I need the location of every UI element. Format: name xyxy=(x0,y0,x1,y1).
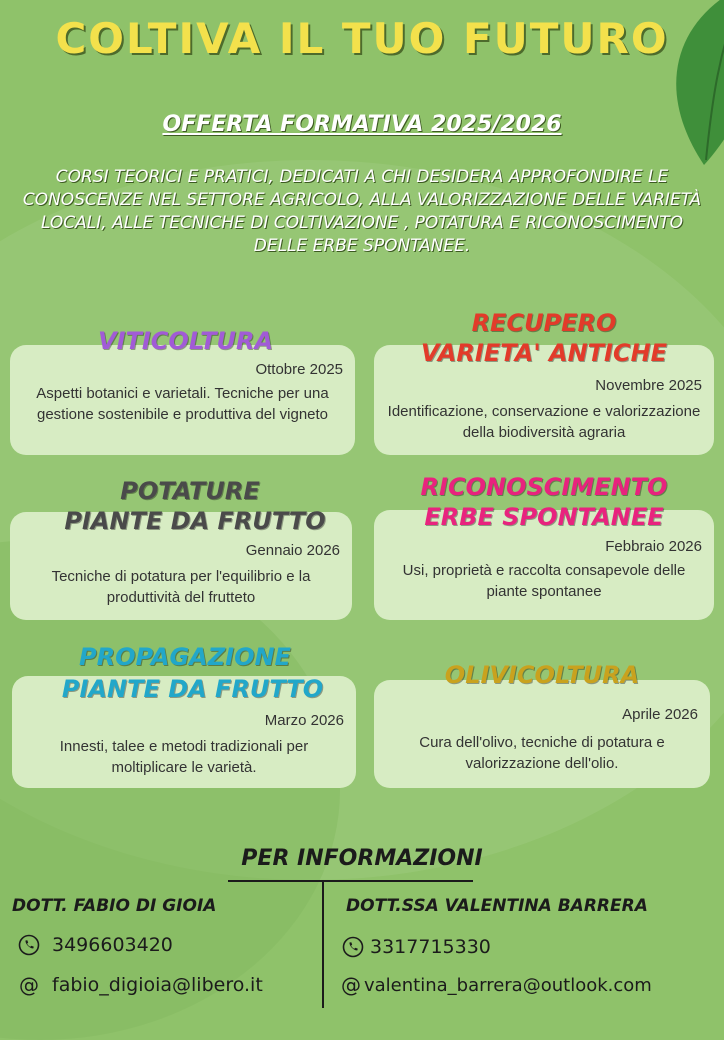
contact-name: DOTT.SSA VALENTINA BARRERA xyxy=(346,896,648,916)
course-date: Novembre 2025 xyxy=(595,377,702,394)
course-title-line1: RECUPERO xyxy=(471,309,617,337)
course-title-line2: VARIETA' ANTICHE xyxy=(420,339,668,367)
course-description: Tecniche di potatura per l'equilibrio e la produttività del frutteto xyxy=(51,568,311,606)
course-description: Innesti, talee e metodi tradizionali per moltiplicare le varietà. xyxy=(59,738,309,776)
course-title-line2: ERBE SPONTANEE xyxy=(424,503,664,531)
phone-number: 3496603420 xyxy=(52,934,173,956)
phone-icon xyxy=(342,936,364,958)
course-description: Cura dell'olivo, tecniche di potatura e valorizzazione dell'olio. xyxy=(419,734,665,772)
course-title-line1: PROPAGAZIONE xyxy=(79,643,291,671)
course-date: Ottobre 2025 xyxy=(255,361,343,378)
contact-divider xyxy=(322,880,324,1008)
page-subtitle: OFFERTA FORMATIVA 2025/2026 xyxy=(162,112,562,137)
phone-number: 3317715330 xyxy=(370,936,491,958)
course-date: Aprile 2026 xyxy=(622,706,698,723)
course-title-line1: RICONOSCIMENTO xyxy=(420,473,668,501)
course-description: Identificazione, conservazione e valorizzazione della biodiversità agraria xyxy=(387,403,701,441)
info-underline xyxy=(228,880,473,882)
contact-phone[interactable] xyxy=(342,936,491,958)
contact-email[interactable] xyxy=(340,974,652,996)
course-title-line2: PIANTE DA FRUTTO xyxy=(64,507,326,535)
course-card-viticoltura xyxy=(10,345,355,455)
course-title: VITICOLTURA xyxy=(98,327,274,355)
contact-phone[interactable] xyxy=(18,934,173,956)
phone-icon xyxy=(18,934,40,956)
intro-text: CORSI TEORICI E PRATICI, DEDICATI A CHI DESIDERA APPROFONDIRE LE CONOSCENZE NEL SETTORE AGRICOLO, ALLA VALORIZZAZIONE DELLE VARIETÀ LOCALI, ALLE TECNICHE DI COLTIVAZIONE , POTATURA E RICONOSCIMENTO DELLE ERBE SPONTANEE. xyxy=(22,167,702,256)
at-icon: @ xyxy=(19,973,39,997)
at-icon: @ xyxy=(341,973,361,997)
course-date: Gennaio 2026 xyxy=(245,542,340,559)
course-description: Usi, proprietà e raccolta consapevole delle piante spontanee xyxy=(402,562,686,600)
email-address: fabio_digioia@libero.it xyxy=(52,974,263,996)
contact-name: DOTT. FABIO DI GIOIA xyxy=(12,896,217,916)
course-title-line1: POTATURE xyxy=(120,477,260,505)
course-title-line2: PIANTE DA FRUTTO xyxy=(61,675,324,703)
course-date: Febbraio 2026 xyxy=(605,538,702,555)
email-address: valentina_barrera@outlook.com xyxy=(364,974,652,996)
course-date: Marzo 2026 xyxy=(264,712,344,729)
course-title: OLIVICOLTURA xyxy=(444,661,640,689)
course-description: Aspetti botanici e varietali. Tecniche per una gestione sostenibile e produttiva del vigneto xyxy=(36,385,329,423)
contact-email[interactable] xyxy=(18,974,263,996)
course-card-olivicoltura xyxy=(374,680,710,788)
info-title: PER INFORMAZIONI xyxy=(241,846,483,871)
page-title: COLTIVA IL TUO FUTURO xyxy=(55,14,669,63)
